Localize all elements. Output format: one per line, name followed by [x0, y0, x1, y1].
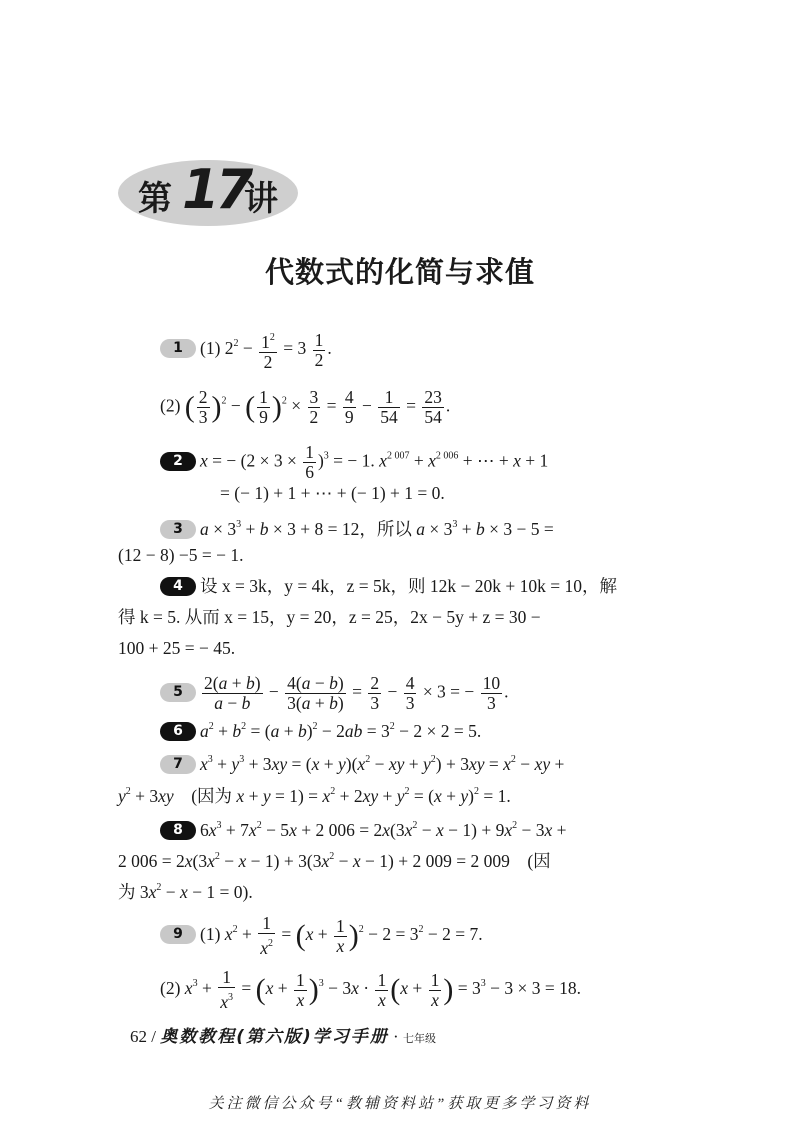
problem-8-line-2: 2 $006 = 2x(3x^2 - x - 1) + 3(3x^2 - x - 1) + 2$ 009 = 2 009 (因	[118, 851, 551, 871]
problem-badge-3: 3	[160, 520, 196, 539]
problem-badge-8: 8	[160, 821, 196, 840]
problem-3-line-2: (12 − 8) −5 = − 1.	[118, 545, 244, 565]
problem-1-part-1: 1 (1) $2^2$ − $\frac{1^2}{2}$ = 3 $\frac{1}{2}$ .	[160, 328, 332, 372]
problem-4-line-2: 得 k = 5. 从而 x = 15，y = 20，z = 25，2x − 5y + z = 30 −	[118, 607, 541, 627]
watermark-text: 关注微信公众号“教辅资料站”获取更多学习资料	[208, 1096, 592, 1112]
problem-badge-4: 4	[160, 577, 196, 596]
book-title: 奥数教程(第六版)学习手册	[160, 1027, 389, 1047]
problem-8-line-3: 为 $3x^2 - x - 1 = 0$).	[118, 882, 253, 902]
lesson-prefix: 第	[138, 179, 172, 219]
problem-6: 6 $a^2 + b^2 = (a + b)^2 - 2ab = 3^2 - 2 \times 2 = 5$.	[160, 716, 481, 742]
problem-5: 5 $\frac{2(a + b)}{a - b}$ − $\frac{4(a - b)}{3(a + b)}$ = $\frac{2}{3}$ − $\frac{4}{3}$ × 3 = − $\frac{10}{3}$ .	[160, 674, 509, 713]
problem-badge-2: 2	[160, 452, 196, 471]
page-number: 62	[130, 1027, 147, 1046]
problem-3-line-1: 3 $a \times 3^3 + b \times 3 + 8 = 12$，所以 $a \times 3^3 + b \times 3 - 5$ =	[160, 514, 554, 540]
lesson-number: 17	[182, 158, 250, 221]
problem-7-line-1: 7 $x^3 + y^3 + 3xy = (x + y)(x^2$ − xy + $y^2) + 3xy = x^2$ − xy +	[160, 749, 564, 775]
page-footer: 62 / 奥数教程(第六版)学习手册 · 七年级	[130, 1027, 436, 1047]
problem-7-line-2: $y^2 + 3xy$ (因为 $x + y = 1) = x^2 + 2xy + y^2 = (x + y)^2 = 1$.	[118, 786, 511, 806]
problem-8-line-1: 8 $6x^3 + 7x^2 - 5x + 2$ $006 = 2x(3x^2 - x - 1) + 9x^2 - 3x$ +	[160, 815, 567, 841]
problem-9-part-1: 9 (1) $x^2$ + $\frac{1}{x^2}$ = (x + $\frac{1}{x}$ )$^2 - 2 = 3^2 - 2 = 7$.	[160, 914, 483, 958]
problem-4-line-1	[160, 575, 617, 597]
problem-4-text-1: 设 x = 3k，y = 4k，z = 5k，则 12k − 20k + 10k = 10，解	[200, 576, 617, 596]
problem-2-line-2: = (− 1) + 1 + ⋯ + (− 1) + 1 = 0.	[220, 483, 445, 503]
problem-1-part-2: (2) ( $\frac{2}{3}$ )$^2$ − ( $\frac{1}{9}$ )$^2$ × $\frac{3}{2}$ = $\frac{4}{9}$ − $\frac{1}{54}$ = $\frac{23}{54}$ .	[160, 387, 451, 427]
problem-badge-6: 6	[160, 722, 196, 741]
grade-label: 七年级	[402, 1032, 436, 1045]
lesson-suffix: 讲	[244, 179, 278, 219]
problem-2-line-1: 2 x = − (2 × 3 × $\frac{1}{6}$ )$^3$ = − 1. $x^{2 007} + x^{2 006}$ + ⋯ + x + 1	[160, 443, 548, 482]
page-title: 代数式的化简与求值	[264, 255, 535, 289]
problem-9-part-2: (2) $x^3$ + $\frac{1}{x^3}$ = (x + $\frac{1}{x}$ )$^3$ − 3x · $\frac{1}{x}$ (x + $\frac{1}{x}$ ) = $3^3 - 3 \times 3 = 18$.	[160, 967, 581, 1012]
problem-badge-5: 5	[160, 683, 196, 702]
problem-4-line-3: 100 + 25 = − 45.	[118, 638, 236, 658]
problem-badge-7: 7	[160, 755, 196, 774]
problem-badge-1: 1	[160, 339, 196, 358]
problem-badge-9: 9	[160, 925, 196, 944]
